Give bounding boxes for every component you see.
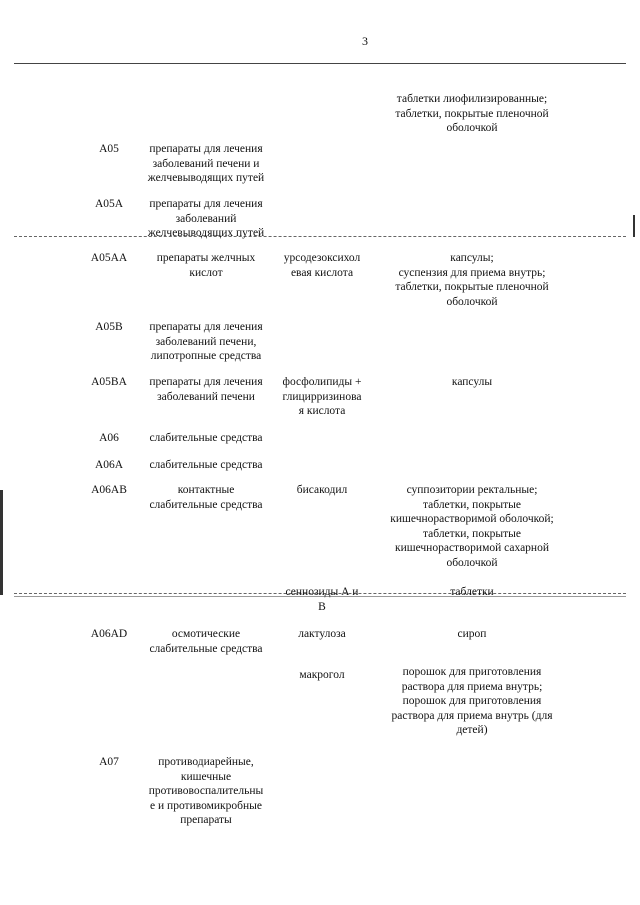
atc-group-name: противодиарейные, кишечные противовоспалительны е и противомикробные препараты: [148, 756, 264, 826]
atc-code: A05: [99, 143, 119, 155]
atc-group-name: препараты для лечения заболеваний печени и желчевыводящих путей: [147, 143, 265, 184]
atc-code: A06A: [94, 459, 124, 471]
dosage-form: капсулы: [451, 376, 493, 388]
atc-code: A05B: [95, 321, 123, 333]
atc-group-name: осмотические слабительные средства: [149, 628, 263, 655]
dosage-form: сироп: [457, 628, 487, 640]
atc-code: A05A: [94, 198, 124, 210]
dosage-form: таблетки: [450, 586, 494, 598]
scan-edge-right: [633, 215, 635, 237]
scan-edge-left: [0, 490, 3, 595]
drug-name: бисакодил: [296, 484, 348, 496]
atc-code: A05BA: [91, 376, 127, 388]
dosage-form: суппозитории ректальные; таблетки, покрытые кишечнорастворимой оболочкой; таблетки, покрытые кишечнорастворимой сахарной оболочкой: [390, 484, 554, 569]
drug-name: макрогол: [299, 669, 345, 681]
atc-group-name: препараты для лечения заболеваний печени: [149, 376, 263, 403]
atc-group-name: препараты желчных кислот: [156, 252, 256, 279]
atc-code: A06: [99, 432, 119, 444]
atc-group-name: слабительные средства: [149, 459, 263, 471]
atc-group-name: препараты для лечения заболеваний желчевыводящих путей: [147, 198, 265, 239]
header-rule: [14, 63, 626, 64]
atc-code: A06AD: [90, 628, 128, 640]
drug-name: сеннозиды А и В: [285, 586, 359, 613]
drug-name: урсодезоксихол евая кислота: [283, 252, 361, 279]
atc-group-name: слабительные средства: [149, 432, 263, 444]
dosage-form: капсулы; суспензия для приема внутрь; таблетки, покрытые пленочной оболочкой: [395, 252, 549, 308]
dosage-form: порошок для приготовления раствора для приема внутрь; порошок для приготовления раствора для приема внутрь (для детей): [391, 666, 553, 736]
atc-code: A06AB: [91, 484, 127, 496]
atc-group-name: препараты для лечения заболеваний печени, липотропные средства: [149, 321, 263, 362]
scan-line-1: [14, 236, 626, 237]
atc-group-name: контактные слабительные средства: [149, 484, 263, 511]
atc-code: A07: [99, 756, 119, 768]
page-number: 3: [362, 34, 368, 48]
drug-name: фосфолипиды + глицирризинова я кислота: [282, 376, 362, 417]
atc-code: A05AA: [90, 252, 128, 264]
drug-name: лактулоза: [298, 628, 346, 640]
dosage-form: таблетки лиофилизированные; таблетки, покрытые пленочной оболочкой: [395, 93, 549, 134]
